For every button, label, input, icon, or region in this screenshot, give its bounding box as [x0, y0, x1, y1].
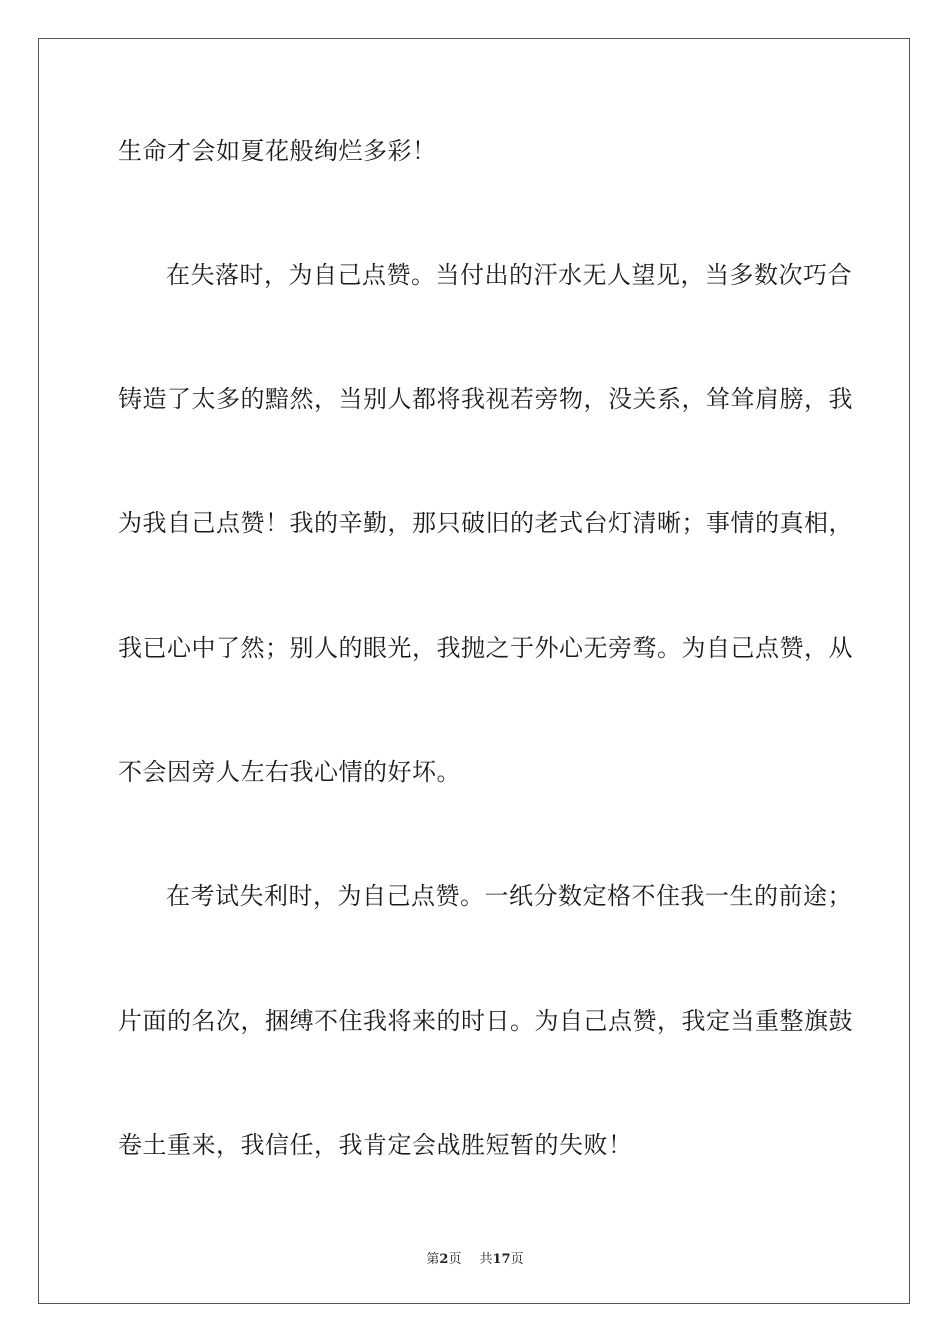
page-number: 2 [439, 1252, 449, 1267]
text-line: 铸造了太多的黯然，当别人都将我视若旁物，没关系，耸耸肩膀，我 [118, 385, 853, 413]
text-line: 不会因旁人左右我心情的好坏。 [118, 758, 461, 786]
text-line: 我已心中了然；别人的眼光，我抛之于外心无旁骛。为自己点赞，从 [118, 634, 853, 662]
total-prefix: 共 [479, 1252, 493, 1267]
page-footer [0, 1248, 950, 1267]
text-line: 生命才会如夏花般绚烂多彩！ [118, 137, 437, 165]
paragraph-start-line: 在考试失利时，为自己点赞。一纸分数定格不住我一生的前途； [166, 882, 852, 910]
text-line: 卷土重来，我信任，我肯定会战胜短暂的失败！ [118, 1131, 633, 1159]
total-pages: 17 [492, 1252, 511, 1267]
paragraph-start-line: 在失落时，为自己点赞。当付出的汗水无人望见，当多数次巧合 [166, 261, 852, 289]
page-suffix: 页 [448, 1252, 462, 1267]
text-line: 片面的名次，捆缚不住我将来的时日。为自己点赞，我定当重整旗鼓 [118, 1007, 853, 1035]
total-suffix: 页 [510, 1252, 524, 1267]
text-line: 为我自己点赞！我的辛勤，那只破旧的老式台灯清晰；事情的真相， [118, 509, 853, 537]
page-border [38, 38, 910, 1304]
page-prefix: 第 [426, 1252, 440, 1267]
